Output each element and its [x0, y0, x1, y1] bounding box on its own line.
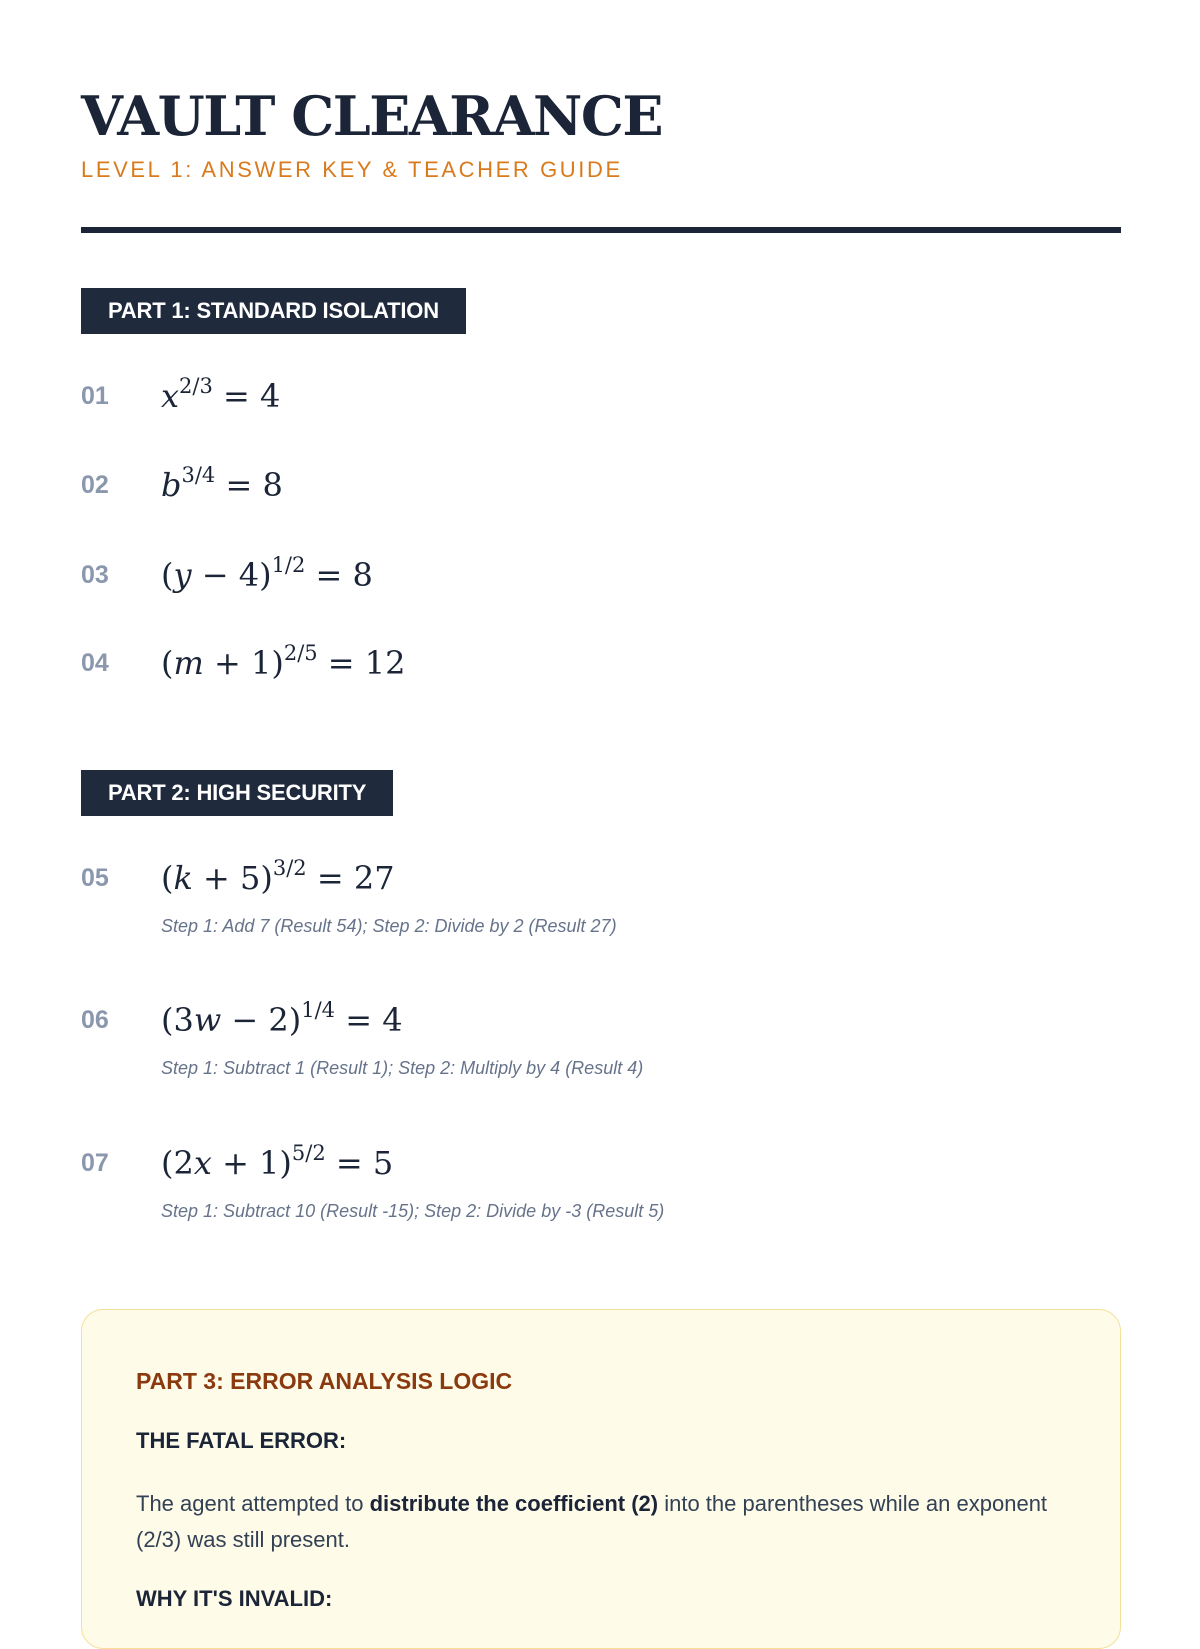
title-divider	[81, 227, 1121, 233]
eq-lhs-pre: (	[161, 859, 174, 897]
eq-lhs-pre: (	[161, 556, 174, 594]
equation: $b^{3/4} = 8$	[161, 463, 283, 504]
eq-lhs-post: − 2)	[221, 1001, 302, 1039]
step-hint: Step 1: Add 7 (Result 54); Step 2: Divide by 2 (Result 27)	[161, 916, 617, 936]
eq-lhs-post: + 1)	[203, 644, 284, 682]
eq-variable: b	[161, 466, 182, 504]
eq-lhs-post: − 4)	[191, 556, 272, 594]
eq-lhs-pre: (3	[161, 1001, 194, 1039]
step-hint: Step 1: Subtract 1 (Result 1); Step 2: Multiply by 4 (Result 4)	[161, 1058, 644, 1078]
fatal-error-heading: THE FATAL ERROR:	[136, 1428, 347, 1453]
fatal-text-bold: distribute the coefficient (2)	[369, 1491, 659, 1516]
eq-exponent: 1/4	[301, 998, 336, 1022]
eq-rhs: 27	[353, 859, 395, 897]
eq-rhs: 8	[352, 556, 373, 594]
eq-exponent: 2/3	[179, 374, 213, 398]
equation: $(2x + 1)^{5/2} = 5$	[161, 1141, 394, 1182]
eq-rhs: 4	[382, 1001, 403, 1039]
eq-variable: y	[173, 556, 192, 594]
step-hint: Step 1: Subtract 10 (Result -15); Step 2: Divide by -3 (Result 5)	[161, 1201, 665, 1221]
eq-exponent: 1/2	[271, 553, 306, 577]
equation: $(y - 4)^{1/2} = 8$	[161, 553, 373, 594]
fatal-text-part: into the parentheses while an exponent (2/3) was still present.	[136, 1491, 1048, 1552]
eq-variable: m	[173, 644, 204, 682]
problem-number: 06	[81, 1006, 109, 1034]
why-invalid-heading: WHY IT'S INVALID:	[136, 1586, 333, 1611]
problem-number: 03	[81, 561, 109, 589]
eq-variable: x	[193, 1144, 212, 1182]
eq-lhs-pre: (	[161, 644, 174, 682]
eq-variable: k	[173, 859, 193, 897]
eq-rhs: 4	[260, 377, 281, 415]
problem-number: 05	[81, 864, 109, 892]
fatal-error-text	[136, 1486, 1066, 1558]
eq-rhs: 12	[364, 644, 406, 682]
equation: $(m + 1)^{2/5} = 12$	[161, 641, 406, 682]
problem-number: 01	[81, 382, 109, 410]
eq-rhs: 5	[372, 1144, 394, 1182]
eq-variable: w	[193, 1001, 222, 1039]
eq-lhs-post: + 1)	[211, 1144, 292, 1182]
eq-lhs-pre: (2	[161, 1144, 194, 1182]
fatal-text-part: The agent attempted to	[136, 1491, 370, 1516]
problem-number: 02	[81, 471, 109, 499]
page-title: VAULT CLEARANCE	[81, 84, 663, 148]
problem-number: 07	[81, 1149, 109, 1177]
eq-exponent: 3/2	[272, 856, 307, 880]
eq-lhs-post: + 5)	[192, 859, 273, 897]
problem-number: 04	[81, 649, 109, 677]
eq-exponent: 3/4	[181, 463, 216, 487]
equation: $(k + 5)^{3/2} = 27$	[161, 856, 395, 897]
eq-exponent: 2/5	[283, 641, 318, 665]
part3-label: PART 3: ERROR ANALYSIS LOGIC	[136, 1368, 513, 1394]
equation: $x^{2/3} = 4$	[161, 374, 281, 415]
part2-label: PART 2: HIGH SECURITY	[81, 770, 393, 816]
part1-label: PART 1: STANDARD ISOLATION	[81, 288, 466, 334]
equation: $(3w - 2)^{1/4} = 4$	[161, 998, 403, 1039]
eq-variable: x	[161, 377, 180, 415]
page-subtitle: LEVEL 1: ANSWER KEY & TEACHER GUIDE	[81, 157, 623, 182]
eq-rhs: 8	[262, 466, 283, 504]
error-analysis-box	[81, 1309, 1121, 1649]
eq-exponent: 5/2	[291, 1141, 326, 1165]
